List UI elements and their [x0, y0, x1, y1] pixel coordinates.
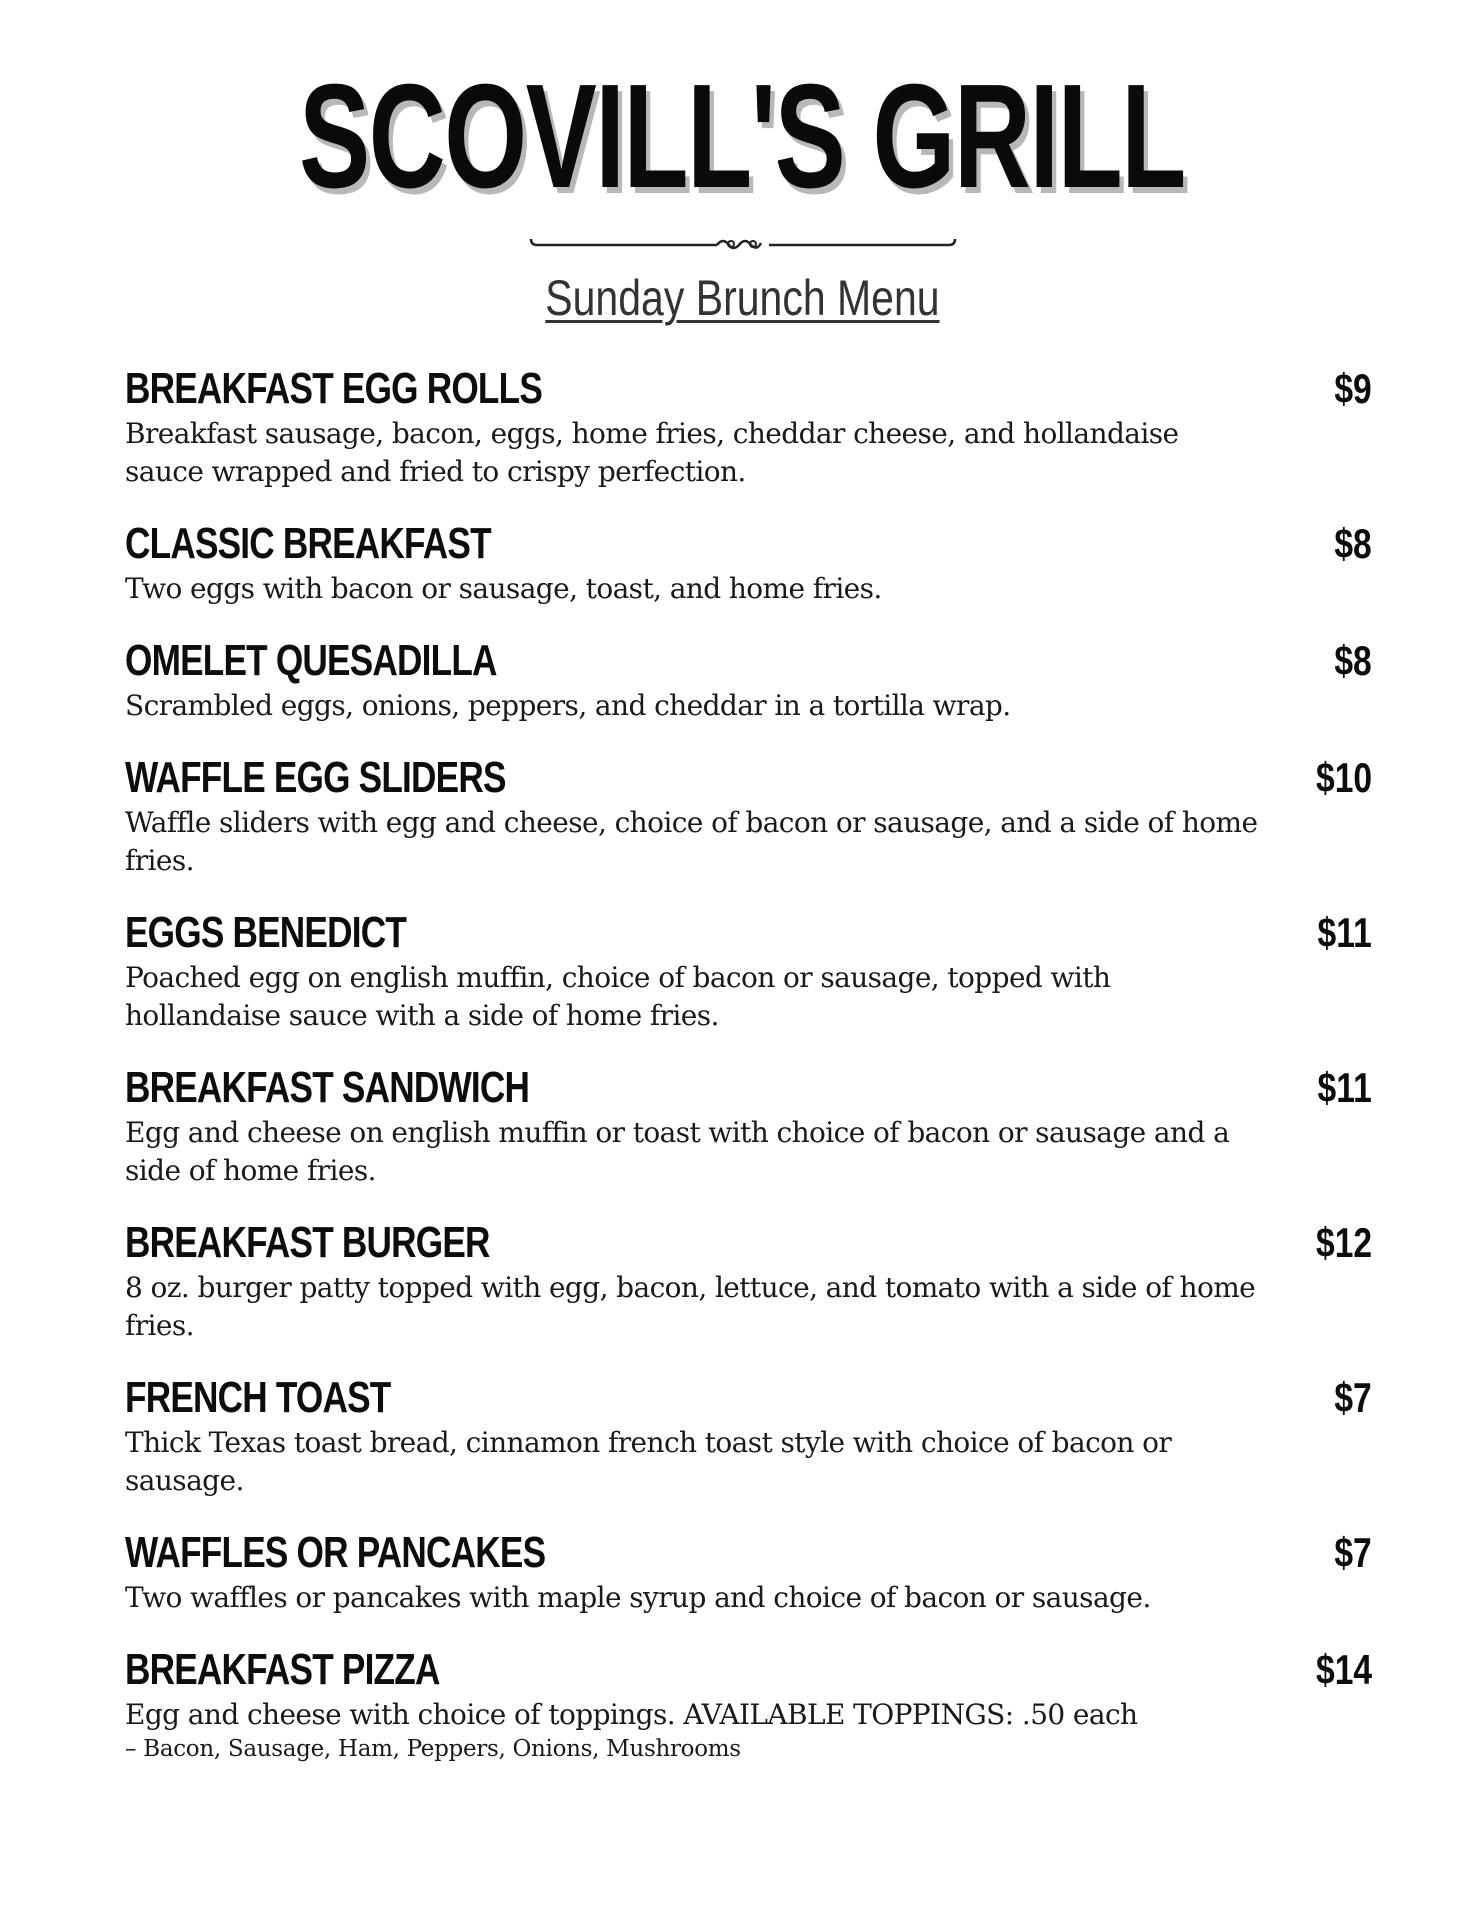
menu-item-name: BREAKFAST BURGER: [125, 1218, 490, 1267]
menu-item-price: $8: [1334, 637, 1372, 684]
menu-item-price: $8: [1334, 520, 1372, 567]
menu-item-header: [125, 752, 1372, 804]
menu-item: [125, 1644, 1372, 1764]
menu-item-name: FRENCH TOAST: [125, 1373, 391, 1422]
menu-item-description: Two waffles or pancakes with maple syrup and choice of bacon or sausage.: [125, 1581, 1151, 1614]
menu-item-header: [125, 1062, 1372, 1114]
menu-item-price: $11: [1317, 1064, 1372, 1111]
menu-item-price: $7: [1334, 1374, 1372, 1421]
menu-item: [125, 752, 1372, 880]
menu-item: [125, 363, 1372, 491]
menu-item-header: [125, 635, 1372, 687]
menu-item-name: OMELET QUESADILLA: [125, 636, 497, 685]
menu-item-header: [125, 363, 1372, 415]
menu-item-toppings-note: – Bacon, Sausage, Ham, Peppers, Onions, Mushrooms: [125, 1736, 741, 1762]
menu-item-name: WAFFLE EGG SLIDERS: [125, 753, 506, 802]
menu-item-description: Egg and cheese with choice of toppings. AVAILABLE TOPPINGS: .50 each: [125, 1698, 1138, 1731]
menu-item-name: CLASSIC BREAKFAST: [125, 519, 491, 568]
menu-item-description: Scrambled eggs, onions, peppers, and cheddar in a tortilla wrap.: [125, 689, 1011, 722]
menu-item-header: [125, 518, 1372, 570]
menu-item-header: [125, 1372, 1372, 1424]
menu-item-header: [125, 907, 1372, 959]
menu-item: [125, 518, 1372, 608]
menu-item-name: EGGS BENEDICT: [125, 908, 407, 957]
menu-item: [125, 907, 1372, 1035]
menu-item-name: BREAKFAST SANDWICH: [125, 1063, 530, 1112]
menu-item-price: $12: [1315, 1219, 1372, 1266]
menu-title-text: Sunday Brunch Menu: [544, 270, 940, 326]
flourish-divider-icon: [527, 233, 959, 253]
menu-item-price: $11: [1317, 909, 1372, 956]
menu-item-name: BREAKFAST EGG ROLLS: [125, 364, 542, 413]
menu-item: [125, 1062, 1372, 1190]
menu-item-description: 8 oz. burger patty topped with egg, bacon, lettuce, and tomato with a side of home fries.: [125, 1271, 1256, 1342]
restaurant-name: SCOVILL'S GRILL: [299, 54, 1185, 219]
menu-item-price: $7: [1334, 1529, 1372, 1576]
menu-item-name: WAFFLES OR PANCAKES: [125, 1528, 546, 1577]
menu-item: [125, 1372, 1372, 1500]
menu-item-header: [125, 1527, 1372, 1579]
menu-item-name: BREAKFAST PIZZA: [125, 1645, 440, 1694]
menu-item-header: [125, 1217, 1372, 1269]
menu-item-description: Two eggs with bacon or sausage, toast, and home fries.: [125, 572, 882, 605]
menu-item-description: Egg and cheese on english muffin or toast with choice of bacon or sausage and a side of home fries.: [125, 1116, 1230, 1187]
menu-item-description: Thick Texas toast bread, cinnamon french toast style with choice of bacon or sausage.: [125, 1426, 1172, 1497]
menu-items-list: [125, 363, 1372, 1764]
menu-item-description: Waffle sliders with egg and cheese, choice of bacon or sausage, and a side of home fries.: [125, 806, 1258, 877]
menu-title: [0, 268, 1484, 328]
menu-item: [125, 635, 1372, 725]
menu-item: [125, 1217, 1372, 1345]
menu-item-price: $14: [1315, 1646, 1372, 1693]
menu-item-description: Poached egg on english muffin, choice of bacon or sausage, topped with hollandaise sauce with a side of home fries.: [125, 961, 1111, 1032]
menu-item-description: Breakfast sausage, bacon, eggs, home fries, cheddar cheese, and hollandaise sauce wrapped and fried to crispy perfection.: [125, 417, 1179, 488]
menu-item-price: $9: [1334, 365, 1372, 412]
menu-item-price: $10: [1315, 754, 1372, 801]
menu-item-header: [125, 1644, 1372, 1696]
menu-item: [125, 1527, 1372, 1617]
